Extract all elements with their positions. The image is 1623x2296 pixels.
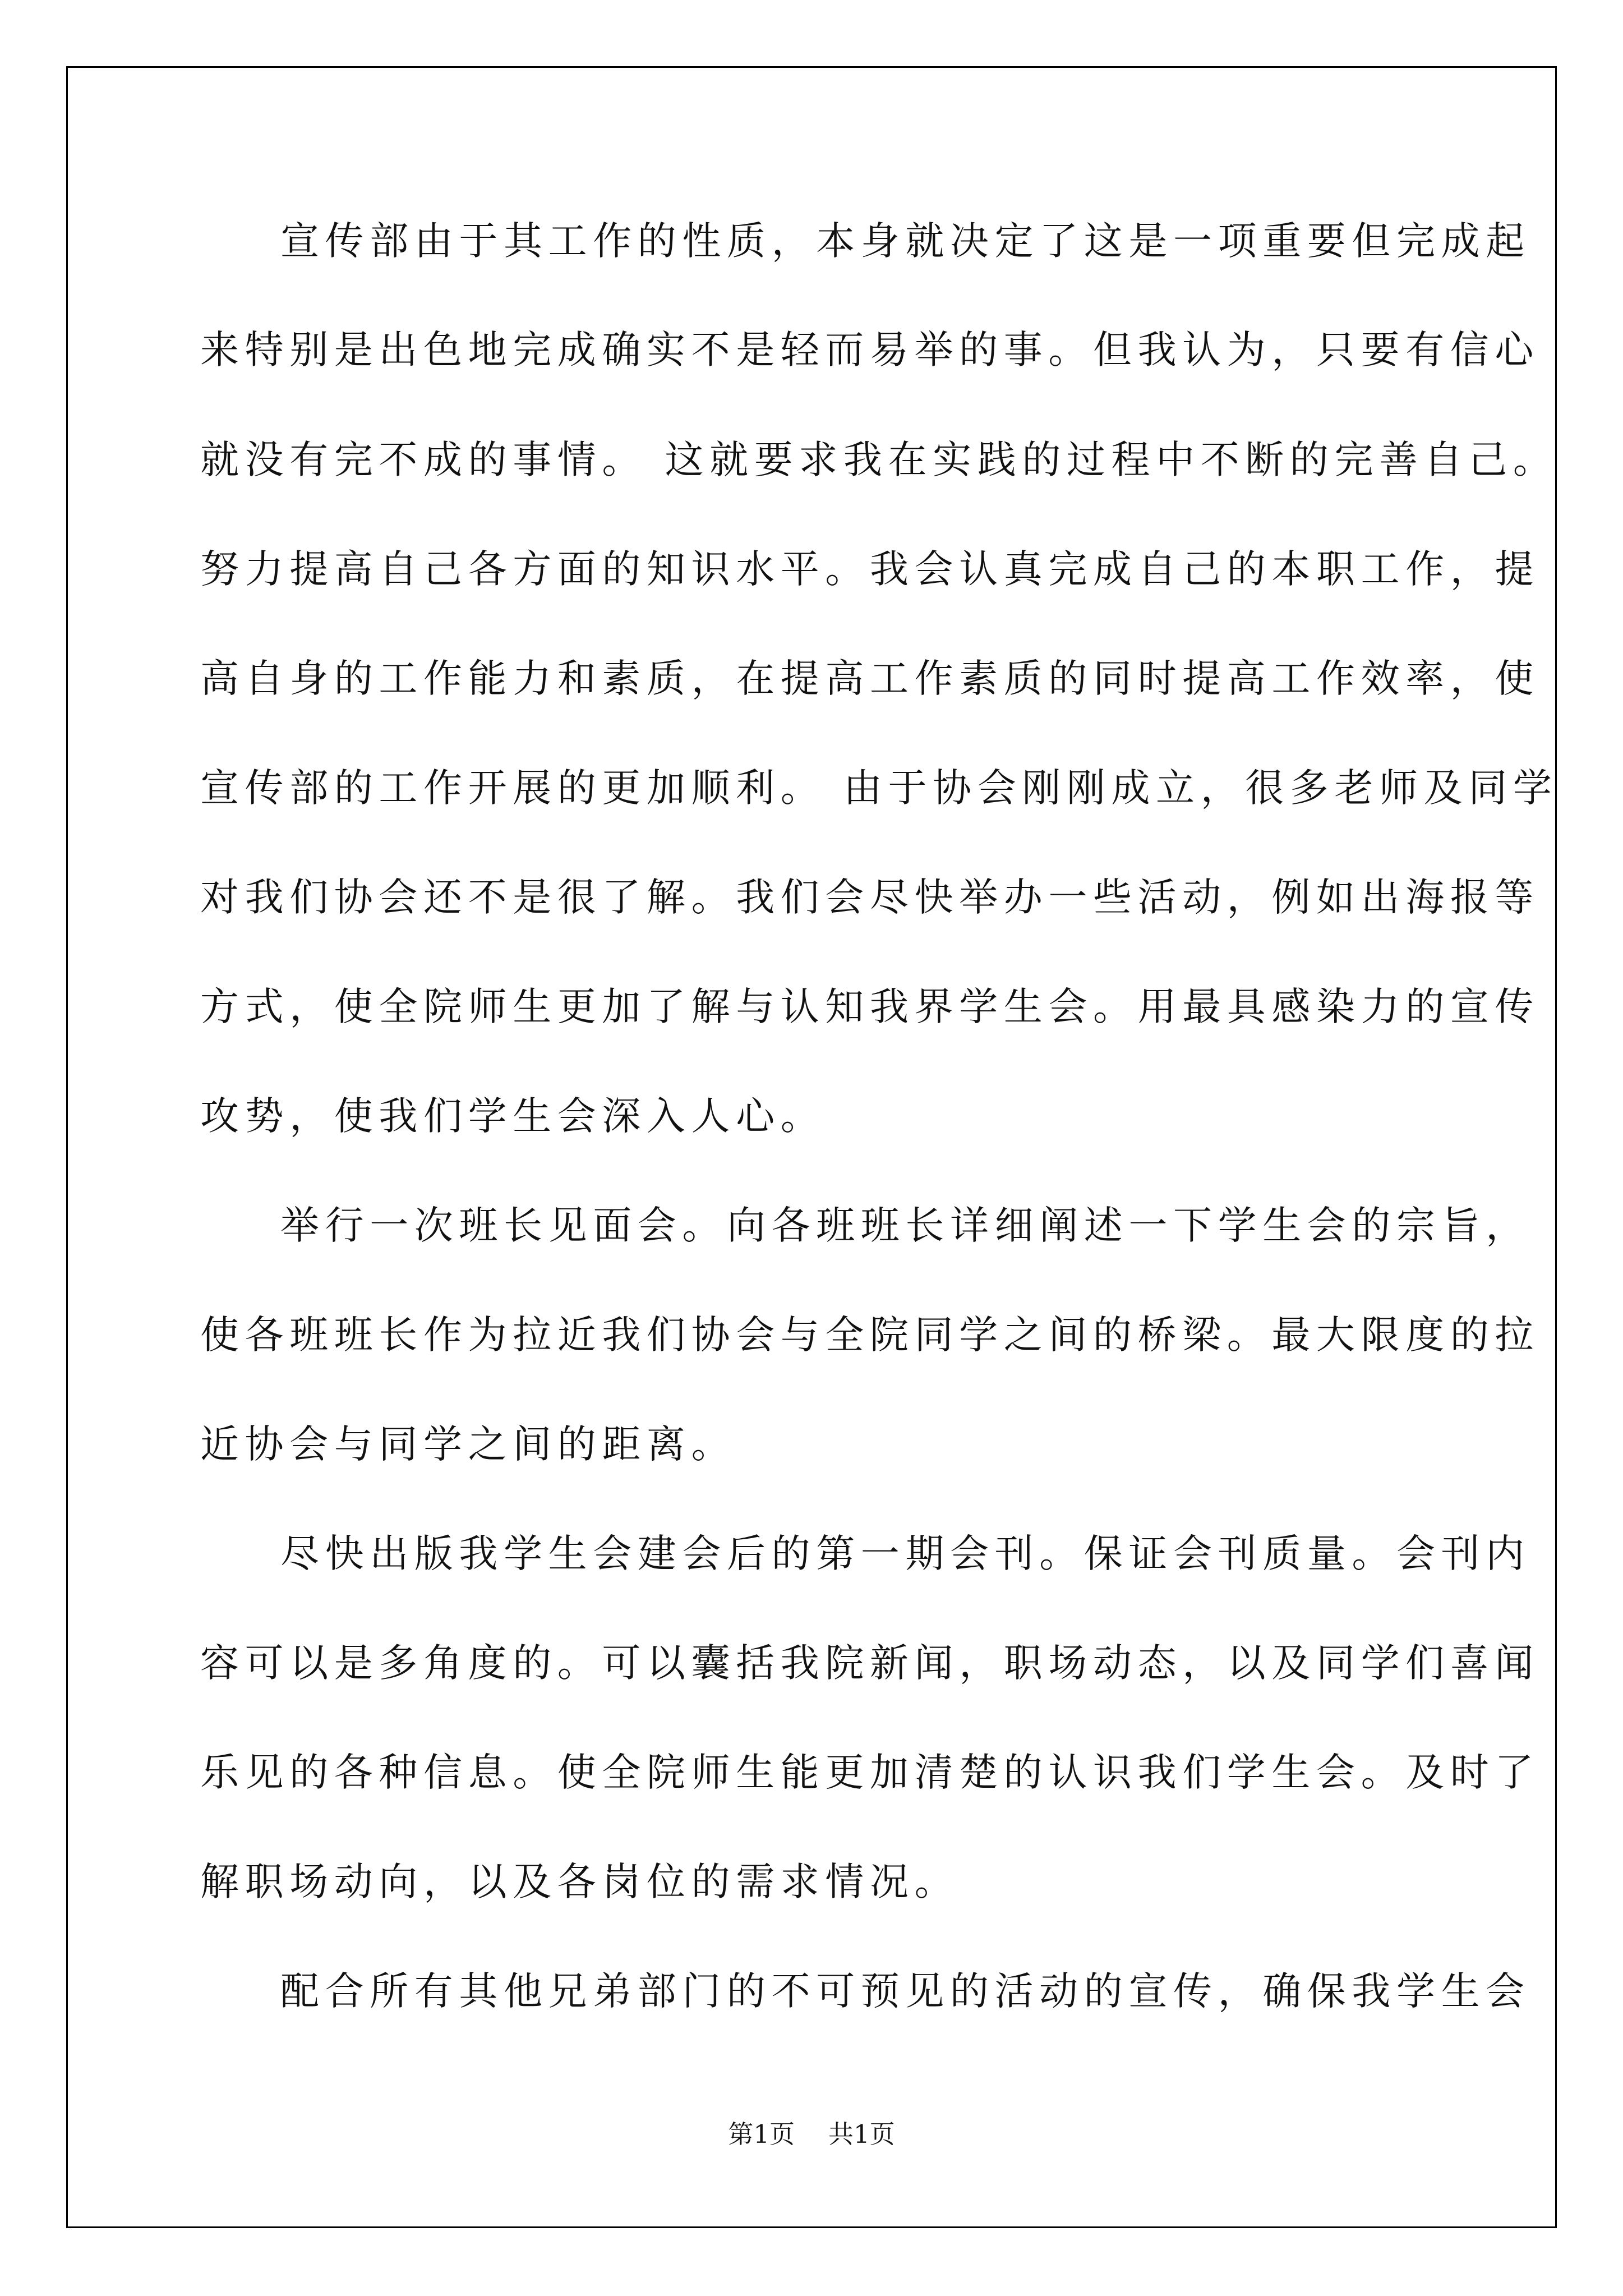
text-line: 配合所有其他兄弟部门的不可预见的活动的宣传，确保我学生会: [280, 1969, 1530, 2014]
text-line: 就没有完不成的事情。 这就要求我在实践的过程中不断的完善自己。: [200, 438, 1558, 482]
text-line: 尽快出版我学生会建会后的第一期会刊。保证会刊质量。会刊内: [280, 1531, 1530, 1576]
text-line: 乐见的各种信息。使全院师生能更加清楚的认识我们学生会。及时了: [200, 1750, 1539, 1795]
page-footer: [0, 2118, 1623, 2151]
text-line: 方式，使全院师生更加了解与认知我界学生会。用最具感染力的宣传: [200, 984, 1539, 1029]
text-line: 宣传部由于其工作的性质，本身就决定了这是一项重要但完成起: [280, 219, 1530, 264]
text-line: 努力提高自己各方面的知识水平。我会认真完成自己的本职工作，提: [200, 547, 1539, 592]
text-line: 来特别是出色地完成确实不是轻而易举的事。但我认为，只要有信心: [200, 328, 1539, 372]
text-line: 解职场动向，以及各岗位的需求情况。: [200, 1860, 960, 1904]
text-line: 宣传部的工作开展的更加顺利。 由于协会刚刚成立，很多老师及同学: [200, 766, 1558, 811]
text-line: 近协会与同学之间的距离。: [200, 1422, 736, 1467]
page-total: 共1页: [828, 2119, 895, 2149]
page-number: 第1页: [728, 2119, 795, 2149]
text-line: 对我们协会还不是很了解。我们会尽快举办一些活动，例如出海报等: [200, 875, 1539, 920]
text-line: 容可以是多角度的。可以囊括我院新闻，职场动态，以及同学们喜闻: [200, 1641, 1539, 1686]
text-line: 高自身的工作能力和素质，在提高工作素质的同时提高工作效率，使: [200, 656, 1539, 701]
text-line: 举行一次班长见面会。向各班班长详细阐述一下学生会的宗旨，: [280, 1203, 1530, 1248]
text-line: 攻势，使我们学生会深入人心。: [200, 1094, 826, 1139]
text-line: 使各班班长作为拉近我们协会与全院同学之间的桥梁。最大限度的拉: [200, 1313, 1539, 1358]
